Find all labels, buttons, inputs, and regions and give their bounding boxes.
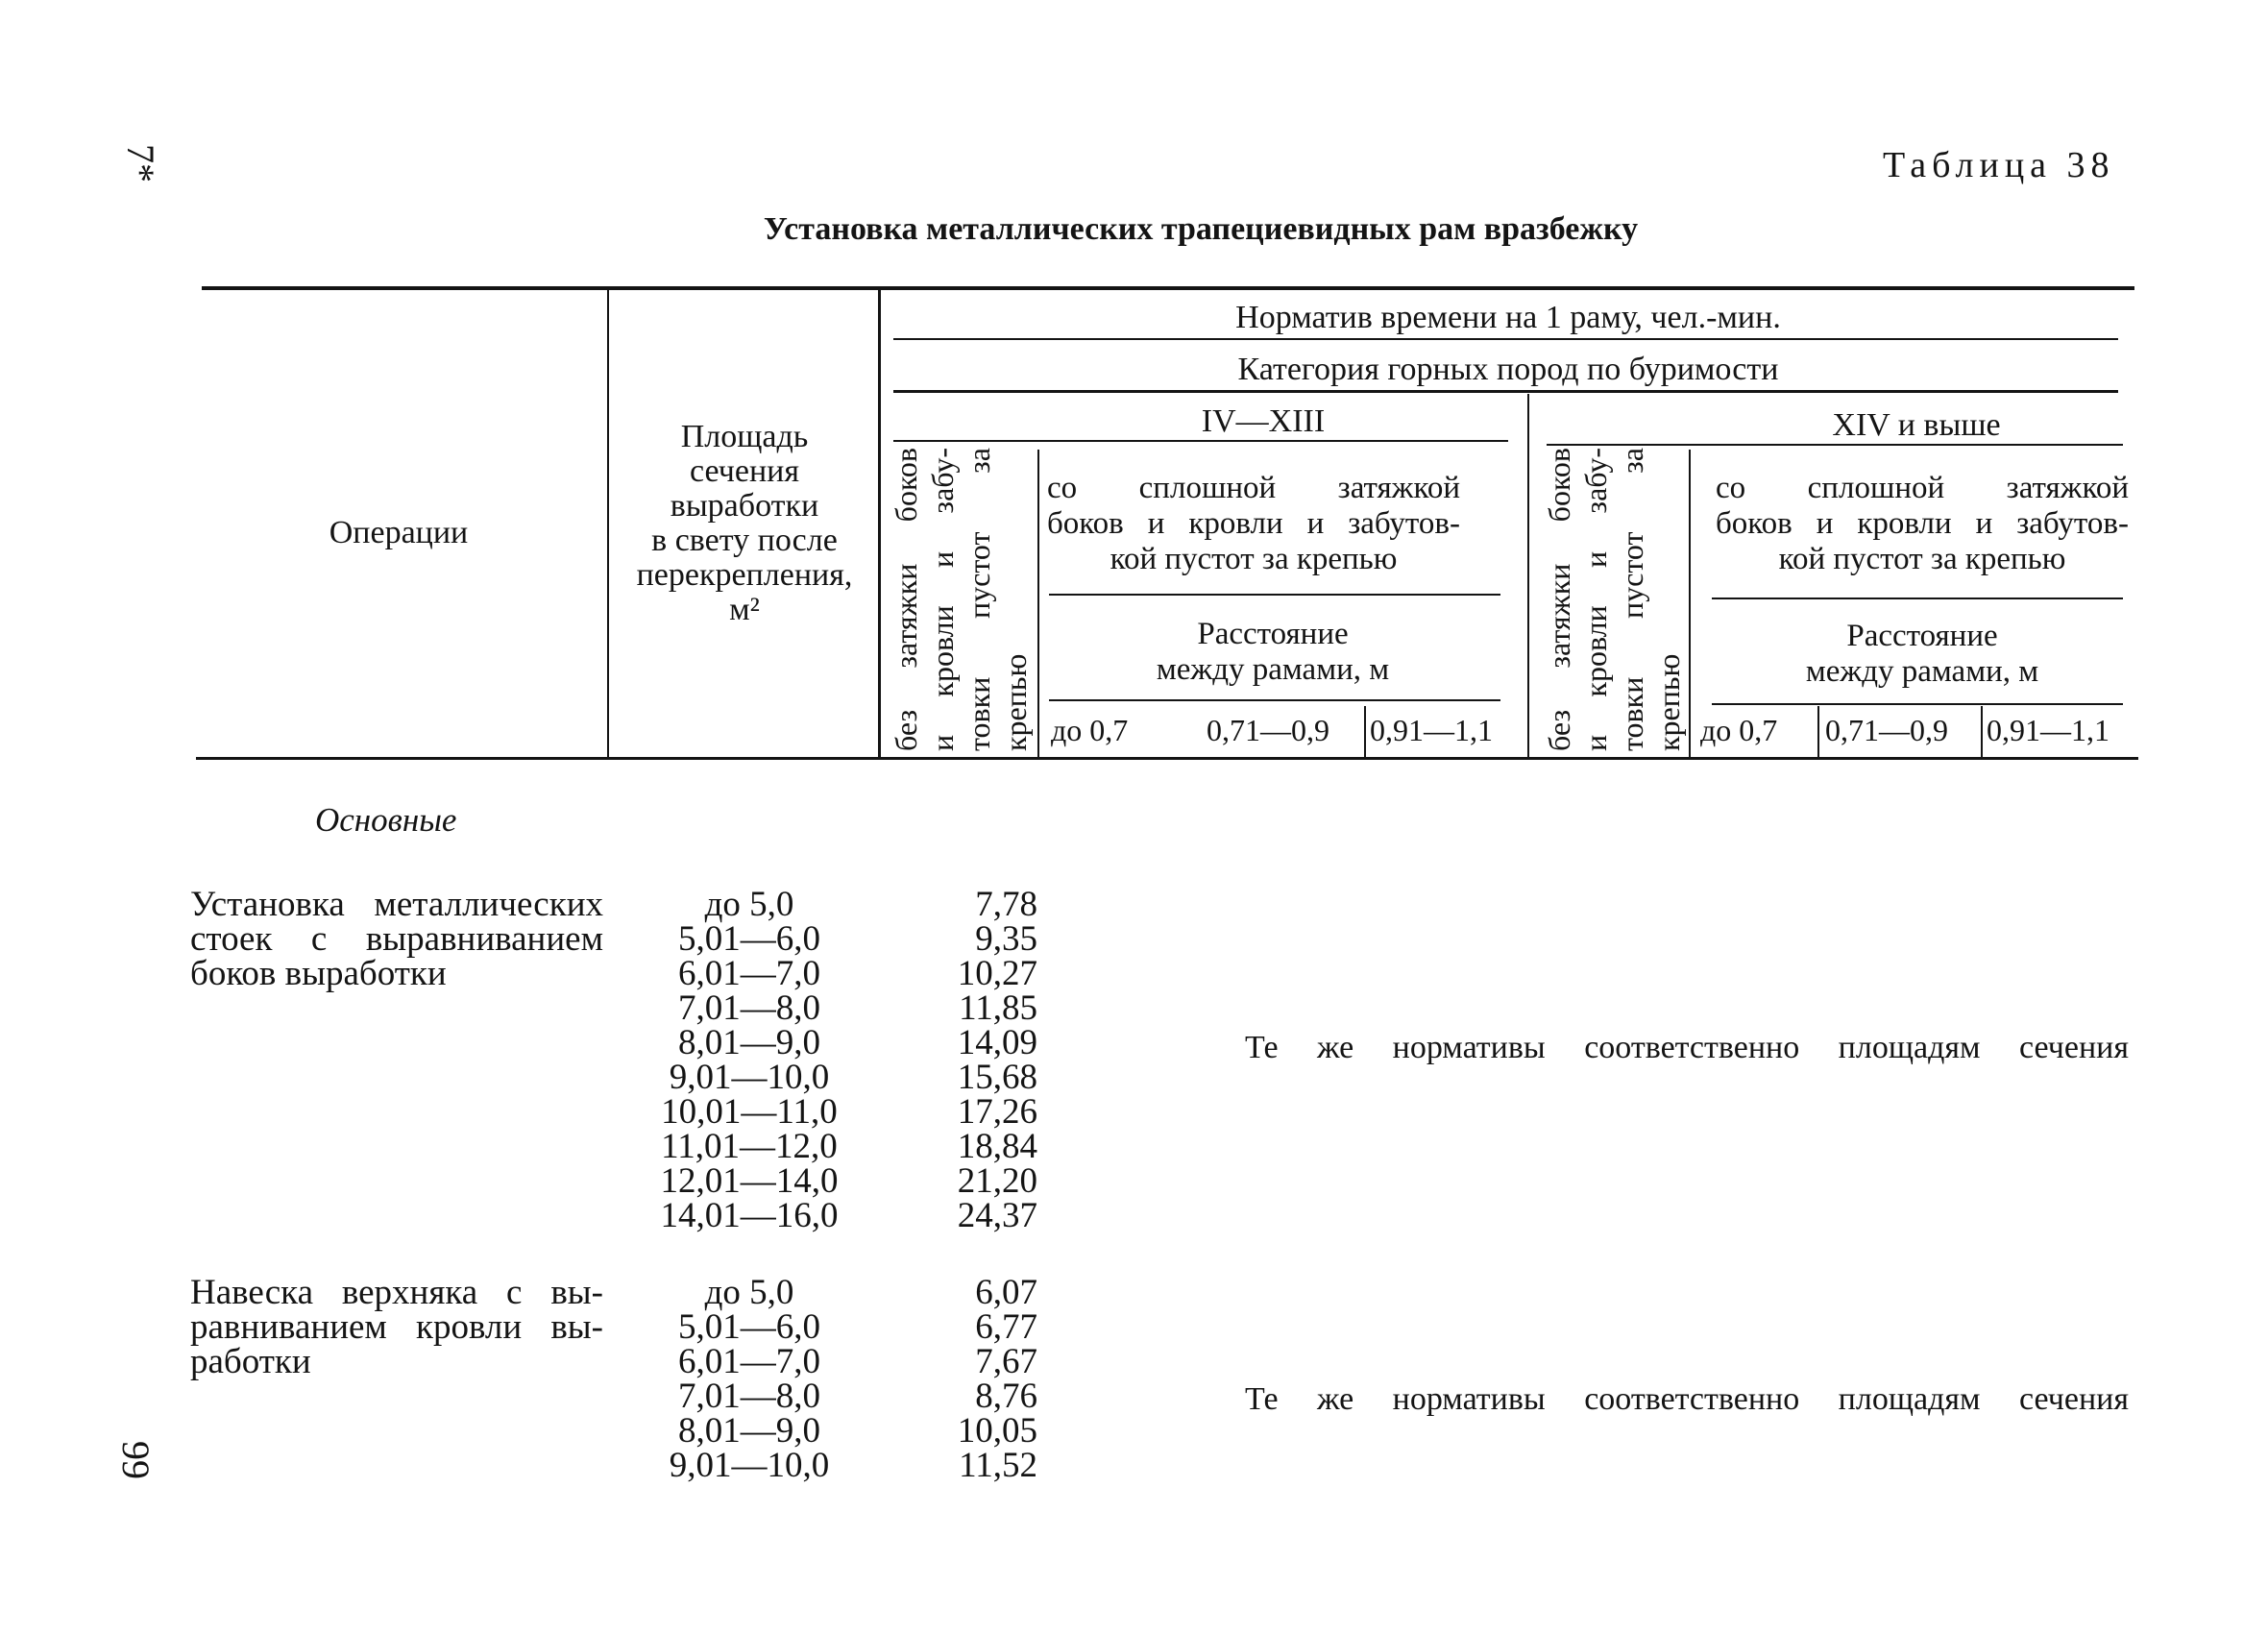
row-operation-line: работки: [190, 1342, 311, 1381]
header-with-lagging-line: боков и кровли и забутов-: [1047, 506, 1460, 541]
header-area-line: перекрепления,: [636, 557, 853, 593]
header-divider-2: [878, 290, 881, 757]
value-cell: 8,76: [975, 1377, 1037, 1416]
header-area-line: в свету после: [651, 523, 838, 558]
table-top-rule: [202, 286, 2134, 290]
header-distance-line: Расстояние: [1197, 617, 1349, 651]
area-cell: 11,01—12,0: [661, 1127, 838, 1166]
header-rule-distance2: [1712, 703, 2123, 705]
row-operation: [190, 885, 603, 993]
area-cell: до 5,0: [704, 885, 794, 924]
header-rule-lagging2: [1712, 598, 2123, 599]
header-without-lagging-line: без затяжки боков: [889, 448, 923, 751]
value-cell: 18,84: [957, 1127, 1037, 1166]
row-values: [903, 1273, 1037, 1485]
header-with-lagging-line: кой пустот за крепью: [1778, 542, 2066, 576]
header-norm: Норматив времени на 1 раму, чел.-мин.: [1235, 300, 1781, 335]
area-cell: 7,01—8,0: [678, 1377, 820, 1416]
header-divider-3: [1527, 394, 1529, 757]
margin-mark-top: 7*: [119, 144, 162, 183]
header-area-line: Площадь: [680, 419, 809, 454]
header-divider-7: [1817, 706, 1819, 757]
header-with-lagging-line: боков и кровли и забутов-: [1716, 506, 2129, 541]
header-distance-1: [1057, 617, 1489, 688]
area-cell: 9,01—10,0: [669, 1446, 830, 1485]
header-group-2: XIV и выше: [1832, 407, 2001, 443]
header-with-lagging-2: [1716, 471, 2129, 577]
area-cell: 5,01—6,0: [678, 1307, 820, 1347]
header-with-lagging-line: со сплошной затяжкой: [1047, 471, 1460, 505]
header-rule-group1: [893, 440, 1508, 442]
header-category: Категория горных пород по буримости: [1237, 352, 1779, 387]
value-cell: 11,52: [959, 1446, 1037, 1485]
header-divider-8: [1981, 706, 1983, 757]
header-without-lagging-1: [888, 448, 1034, 751]
header-with-lagging-line: кой пустот за крепью: [1110, 542, 1398, 576]
header-without-lagging-line: без затяжки боков: [1542, 448, 1576, 751]
row-note: Те же нормативы соответственно площадям сечения: [1245, 1381, 2129, 1417]
row-operation-line: стоек с выравниванием: [190, 919, 603, 959]
header-with-lagging-1: [1047, 471, 1460, 577]
row-areas: [634, 1273, 865, 1485]
area-cell: 6,01—7,0: [678, 954, 820, 993]
value-cell: 11,85: [959, 988, 1037, 1028]
value-cell: 14,09: [957, 1023, 1037, 1062]
header-distance-line: между рамами, м: [1156, 652, 1390, 687]
header-divider-5: [1689, 450, 1691, 757]
area-cell: 10,01—11,0: [661, 1092, 838, 1132]
header-without-lagging-line: и кровли и забу-: [925, 448, 960, 751]
row-operation-line: Навеска верхняка с вы-: [190, 1273, 603, 1312]
value-cell: 7,67: [975, 1342, 1037, 1381]
header-divider-6: [1364, 706, 1366, 757]
header-dist-col-2: 0,71—0,9: [1207, 713, 1329, 747]
row-values: [903, 885, 1037, 1235]
area-cell: 5,01—6,0: [678, 919, 820, 959]
area-cell: 9,01—10,0: [669, 1058, 830, 1097]
row-note: Те же нормативы соответственно площадям сечения: [1245, 1030, 2129, 1065]
value-cell: 9,35: [975, 919, 1037, 959]
table-label: Таблица 38: [1883, 145, 2115, 185]
value-cell: 7,78: [975, 885, 1037, 924]
header-dist-col-3: 0,91—1,1: [1370, 713, 1493, 747]
area-cell: 14,01—16,0: [660, 1196, 839, 1235]
header-area-line: выработки: [670, 488, 819, 524]
header-dist-col-3: 0,91—1,1: [1987, 713, 2109, 747]
row-areas: [634, 885, 865, 1235]
header-area: [611, 420, 878, 627]
value-cell: 10,27: [957, 954, 1037, 993]
row-operation-line: боков выработки: [190, 954, 447, 993]
header-group-1: IV—XIII: [1201, 403, 1326, 439]
header-area-line: м²: [729, 592, 760, 627]
header-dist-col-1: до 0,7: [1051, 713, 1129, 747]
header-operations: Операции: [329, 515, 469, 550]
value-cell: 15,68: [957, 1058, 1037, 1097]
value-cell: 6,77: [975, 1307, 1037, 1347]
header-without-lagging-line: крепью: [998, 653, 1033, 751]
area-cell: 8,01—9,0: [678, 1411, 820, 1451]
header-without-lagging-line: крепью: [1651, 653, 1686, 751]
value-cell: 17,26: [957, 1092, 1037, 1132]
value-cell: 24,37: [957, 1196, 1037, 1235]
header-area-line: сечения: [690, 453, 799, 489]
area-cell: 7,01—8,0: [678, 988, 820, 1028]
header-divider-4: [1037, 450, 1039, 757]
area-cell: 12,01—14,0: [660, 1161, 839, 1201]
value-cell: 21,20: [957, 1161, 1037, 1201]
header-rule-lagging1: [1049, 594, 1500, 596]
row-operation: [190, 1273, 603, 1381]
header-with-lagging-line: со сплошной затяжкой: [1716, 471, 2129, 505]
header-distance-line: Расстояние: [1846, 619, 1998, 653]
header-dist-col-1: до 0,7: [1700, 713, 1778, 747]
area-cell: 8,01—9,0: [678, 1023, 820, 1062]
row-operation-line: равниванием кровли вы-: [190, 1307, 603, 1347]
row-operation-line: Установка металлических: [190, 885, 603, 924]
area-cell: 6,01—7,0: [678, 1342, 820, 1381]
header-without-lagging-line: и кровли и забу-: [1578, 448, 1613, 751]
header-without-lagging-line: товки пустот за: [962, 448, 996, 751]
header-dist-col-2: 0,71—0,9: [1825, 713, 1948, 747]
header-rule-group2: [1547, 444, 2123, 446]
page-title: Установка металлических трапециевидных рам вразбежку: [763, 211, 1639, 247]
header-distance-2: [1716, 619, 2129, 690]
header-without-lagging-line: товки пустот за: [1615, 448, 1649, 751]
header-divider-1: [607, 290, 609, 757]
value-cell: 6,07: [975, 1273, 1037, 1312]
table-header-bottom-rule: [196, 757, 2138, 760]
header-distance-line: между рамами, м: [1805, 654, 2039, 689]
section-label: Основные: [315, 801, 457, 839]
header-without-lagging-2: [1541, 448, 1687, 751]
header-rule-norm: [893, 338, 2118, 340]
area-cell: до 5,0: [704, 1273, 794, 1312]
header-rule-distance1: [1049, 699, 1500, 701]
page-number: 99: [114, 1441, 158, 1479]
value-cell: 10,05: [957, 1411, 1037, 1451]
header-rule-category: [893, 390, 2118, 393]
